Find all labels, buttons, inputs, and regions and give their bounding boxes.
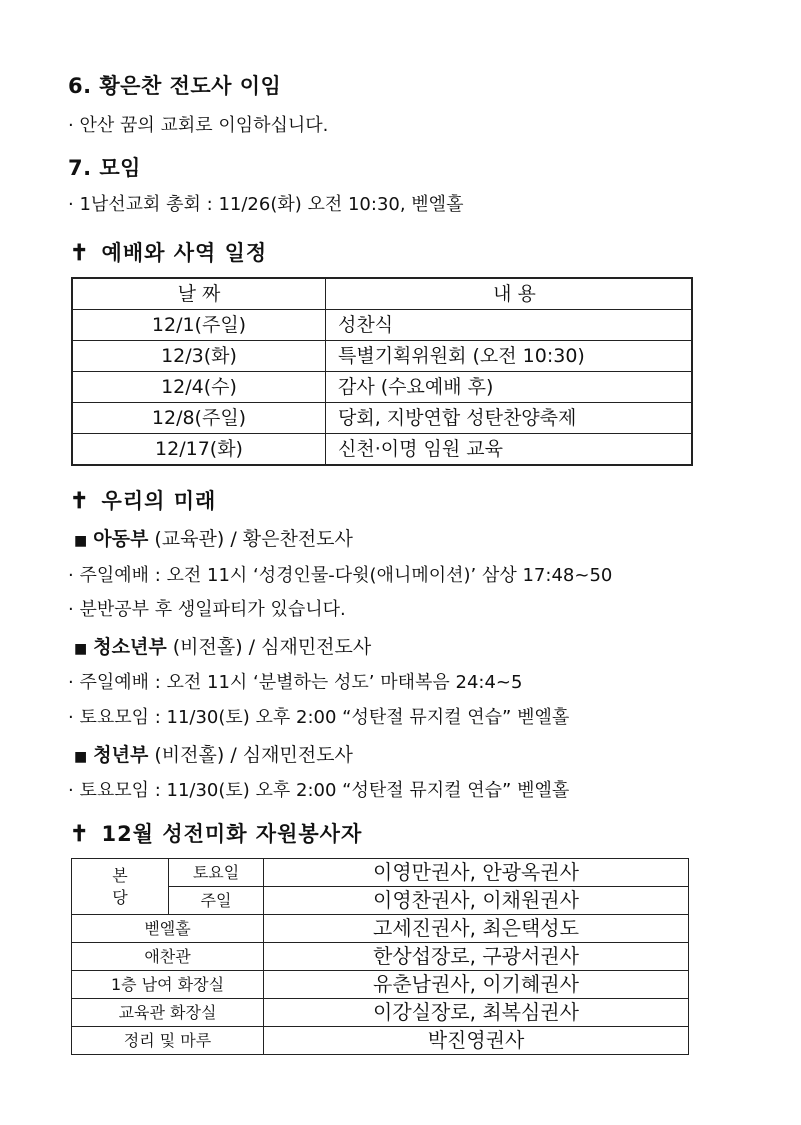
volunteers-title: 12월 성전미화 자원봉사자 [101, 822, 363, 846]
cross-icon: ✝ [70, 240, 89, 266]
group-header-youth [74, 632, 371, 659]
table-row [72, 859, 689, 887]
row-date: 12/1(주일) [72, 310, 326, 341]
row-content: 감사 (수요예배 후) [326, 372, 693, 403]
row-content: 신천·이명 임원 교육 [326, 434, 693, 466]
volunteer-names: 유춘남권사, 이기혜권사 [264, 971, 689, 999]
group-line: · 주일예배 : 오전 11시 ‘분별하는 성도’ 마태복음 24:4~5 [68, 672, 523, 693]
col-content-header: 내 용 [326, 278, 693, 310]
volunteer-names: 한상섭장로, 구광서권사 [264, 943, 689, 971]
place-label: 애찬관 [72, 943, 264, 971]
col-date-header: 날 짜 [72, 278, 326, 310]
table-row [72, 341, 692, 372]
table-row [72, 943, 689, 971]
row-date: 12/4(수) [72, 372, 326, 403]
row-date: 12/3(화) [72, 341, 326, 372]
table-header-row [72, 278, 692, 310]
place-label: 교육관 화장실 [72, 999, 264, 1027]
bondang-label-2: 당 [112, 887, 128, 907]
group-detail: (비전홀) / 심재민전도사 [154, 744, 353, 766]
cross-icon: ✝ [70, 821, 89, 847]
bondang-label-1: 본 [112, 865, 128, 885]
row-content: 특별기획위원회 (오전 10:30) [326, 341, 693, 372]
table-row [72, 310, 692, 341]
group-header-children [74, 524, 353, 551]
schedule-heading [70, 237, 267, 267]
group-header-young-adults [74, 740, 353, 767]
schedule-table [71, 277, 693, 466]
group-name: 청소년부 [93, 636, 167, 658]
group-line: · 주일예배 : 오전 11시 ‘성경인물-다윗(애니메이션)’ 삼상 17:48~50 [68, 565, 613, 586]
section7-line: · 1남선교회 총회 : 11/26(화) 오전 10:30, 벧엘홀 [68, 194, 464, 215]
table-row [72, 971, 689, 999]
volunteer-names: 고세진권사, 최은택성도 [264, 915, 689, 943]
volunteers-heading [70, 818, 362, 848]
place-label: 정리 및 마루 [72, 1027, 264, 1055]
table-row [72, 999, 689, 1027]
table-row [72, 434, 692, 466]
schedule-title: 예배와 사역 일정 [101, 241, 268, 265]
saturday-label: 토요일 [169, 859, 264, 887]
volunteer-names: 이영찬권사, 이채원권사 [264, 887, 689, 915]
row-content: 성찬식 [326, 310, 693, 341]
place-label: 1층 남여 화장실 [72, 971, 264, 999]
row-content: 당회, 지방연합 성탄찬양축제 [326, 403, 693, 434]
group-line: · 토요모임 : 11/30(토) 오후 2:00 “성탄절 뮤지컬 연습” 벧엘홀 [68, 780, 570, 801]
table-row [72, 915, 689, 943]
volunteer-names: 박진영권사 [264, 1027, 689, 1055]
section6-title: 6. 황은찬 전도사 이임 [68, 74, 282, 98]
group-name: 아동부 [93, 528, 149, 550]
bondang-cell [72, 859, 169, 915]
sunday-label: 주일 [169, 887, 264, 915]
volunteer-names: 이강실장로, 최복심권사 [264, 999, 689, 1027]
section7-title: 7. 모임 [68, 156, 141, 180]
group-name: 청년부 [93, 744, 149, 766]
group-detail: (교육관) / 황은찬전도사 [154, 528, 353, 550]
square-bullet-icon: ■ [74, 749, 88, 765]
table-row [72, 1027, 689, 1055]
volunteers-table [71, 858, 689, 1055]
section6-line: · 안산 꿈의 교회로 이임하십니다. [68, 115, 329, 136]
table-row [72, 403, 692, 434]
volunteer-names: 이영만권사, 안광옥권사 [264, 859, 689, 887]
group-line: · 분반공부 후 생일파티가 있습니다. [68, 599, 346, 620]
future-title: 우리의 미래 [101, 489, 217, 513]
future-heading [70, 485, 216, 515]
group-detail: (비전홀) / 심재민전도사 [172, 636, 372, 658]
place-label: 벧엘홀 [72, 915, 264, 943]
row-date: 12/17(화) [72, 434, 326, 466]
row-date: 12/8(주일) [72, 403, 326, 434]
table-row [72, 372, 692, 403]
cross-icon: ✝ [70, 488, 89, 514]
group-line: · 토요모임 : 11/30(토) 오후 2:00 “성탄절 뮤지컬 연습” 벧엘홀 [68, 707, 570, 728]
square-bullet-icon: ■ [74, 641, 88, 657]
square-bullet-icon: ■ [74, 533, 88, 549]
